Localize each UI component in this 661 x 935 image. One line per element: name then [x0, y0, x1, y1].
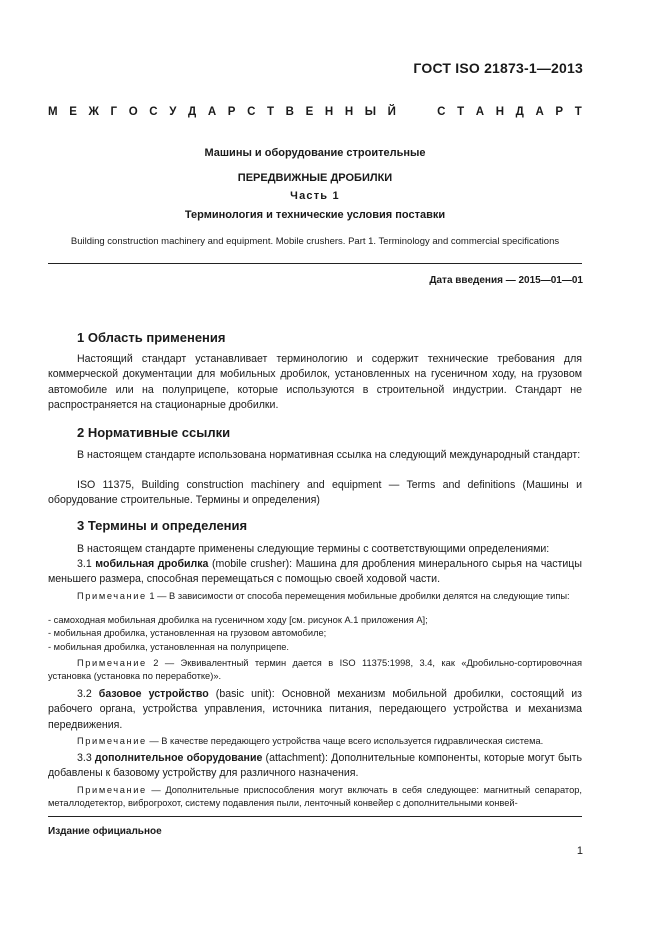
- banner-letter: Ы: [364, 106, 377, 118]
- list-item: - мобильная дробилка, установленная на грузовом автомобиле;: [48, 628, 327, 639]
- banner-letter: Н: [344, 106, 354, 118]
- banner-letter: Т: [457, 106, 465, 118]
- term-3-3-name: дополнительное оборудование: [94, 752, 263, 764]
- list-item: - самоходная мобильная дробилка на гусеничном ходу [см. рисунок А.1 приложения А];: [48, 615, 428, 625]
- section-1-heading: 1 Область применения: [77, 330, 226, 345]
- note-1-list: [48, 614, 582, 654]
- document-number: ГОСТ ISO 21873-1—2013: [413, 60, 583, 76]
- introduction-date: Дата введения — 2015—01—01: [429, 275, 583, 286]
- banner-letter: А: [207, 106, 217, 118]
- banner-letter: Н: [324, 106, 334, 118]
- banner-letter: Д: [188, 106, 197, 118]
- section-2-heading: 2 Нормативные ссылки: [77, 425, 231, 440]
- interstate-standard-banner: [48, 106, 582, 118]
- note-4-label: Примечание: [77, 785, 147, 795]
- note-1-label: Примечание: [77, 591, 147, 601]
- section-3-heading: 3 Термины и определения: [77, 518, 248, 533]
- note-1-text: 1 — В зависимости от способа перемещения мобильные дробилки делятся на следующие типы:: [146, 591, 570, 601]
- section-1-paragraph: Настоящий стандарт устанавливает терминологию и содержит технические требования для коммерческой документации для мобильных дробилок, установленных на гусеничном ходу, на грузовом автомобиле или на полуприцепе, которые используются в строительной индустрии. Стандарт не распространяется на стационарные дробилки.: [48, 353, 582, 411]
- term-3-2: [48, 687, 582, 733]
- term-3-1-number: 3.1: [77, 558, 96, 570]
- note-2-label: Примечание: [77, 658, 147, 668]
- banner-letter: А: [475, 106, 485, 118]
- header-divider: [48, 263, 582, 264]
- banner-letter: С: [437, 106, 446, 118]
- note-3-text: — В качестве передающего устройства чаще всего используется гидравлическая система.: [146, 736, 544, 746]
- title-subtitle: Терминология и технические условия поставки: [184, 209, 446, 221]
- title-part: Часть 1: [290, 190, 340, 202]
- banner-letter: М: [48, 106, 58, 118]
- footer-divider: [48, 816, 582, 817]
- banner-letter: А: [535, 106, 544, 118]
- page-number: 1: [576, 845, 583, 857]
- list-item: - мобильная дробилка, установленная на полуприцепе.: [48, 641, 290, 652]
- title-category: Машины и оборудование строительные: [204, 147, 426, 159]
- banner-letter: Р: [555, 106, 564, 118]
- banner-letter: О: [128, 106, 138, 118]
- banner-letter: В: [285, 106, 294, 118]
- note-4-text: — Дополнительные приспособления могут включать в себя следующее: магнитный сепаратор, металлодетектор, виброгрохот, систему подавления пыли, ленточный конвейер с дополнительными конвей-: [48, 785, 582, 809]
- banner-letter: Р: [227, 106, 236, 118]
- title-main: ПЕРЕДВИЖНЫЕ ДРОБИЛКИ: [237, 172, 393, 184]
- note-2-text: 2 — Эквивалентный термин дается в ISO 11375:1998, 3.4, как «Дробильно-сортировочная установка (установка по переработке)».: [48, 658, 582, 682]
- banner-letter: У: [169, 106, 177, 118]
- banner-letter: Е: [69, 106, 77, 118]
- banner-letter: Г: [110, 106, 118, 118]
- banner-letter: Й: [387, 106, 396, 118]
- banner-letter: Н: [495, 106, 505, 118]
- term-3-3-definition: (attachment): Дополнительные компоненты, которые могут быть добавлены к базовому устройству для различного назначения.: [48, 752, 582, 780]
- banner-letter: Е: [305, 106, 314, 118]
- banner-letter: Д: [515, 106, 524, 118]
- section-2-paragraph-2: ISO 11375, Building construction machinery and equipment — Terms and definitions (Машины и оборудование строительные. Термины и определения): [48, 479, 582, 507]
- banner-letter: С: [149, 106, 158, 118]
- official-edition-label: Издание официальное: [48, 826, 162, 837]
- note-3-label: Примечание: [77, 736, 147, 746]
- note-3: [48, 735, 582, 748]
- banner-letter: Ж: [88, 106, 99, 118]
- term-3-1-definition: (mobile crusher): Машина для дробления минерального сырья на частицы меньшего размера, способная перемещаться с помощью своей ходовой части.: [48, 558, 582, 586]
- banner-letter: Т: [267, 106, 275, 118]
- banner-letter: Т: [574, 106, 582, 118]
- term-3-3: [48, 751, 582, 782]
- term-3-2-number: 3.2: [77, 688, 99, 700]
- note-2: [48, 657, 582, 684]
- term-3-1: [48, 557, 582, 588]
- term-3-1-name: мобильная дробилка: [95, 558, 209, 570]
- term-3-2-definition: (basic unit): Основной механизм мобильной дробилки, состоящий из рабочего органа, устройства управления, источника питания, передающего устройства и механизма передвижения.: [48, 688, 582, 731]
- banner-word-gap: [408, 106, 426, 118]
- section-3-intro: В настоящем стандарте применены следующие термины с соответствующими определениями:: [77, 543, 550, 555]
- term-3-3-number: 3.3: [77, 752, 95, 764]
- note-1: [48, 590, 582, 603]
- banner-letter: С: [247, 106, 256, 118]
- note-4: [48, 784, 582, 811]
- title-english: Building construction machinery and equipment. Mobile crushers. Part 1. Terminology and commercial specifications: [70, 236, 560, 247]
- term-3-2-name: базовое устройство: [98, 688, 209, 700]
- section-2-paragraph-1: В настоящем стандарте использована нормативная ссылка на следующий международный стандарт:: [77, 449, 581, 461]
